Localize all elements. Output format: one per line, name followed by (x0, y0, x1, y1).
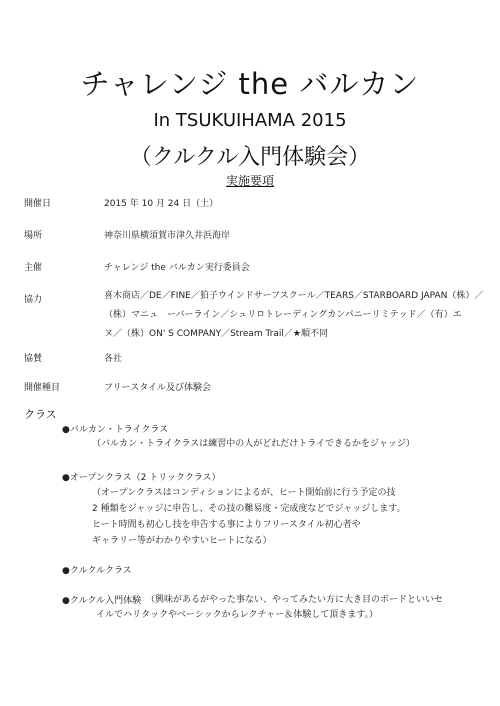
class-volcan-tri: ●バルカン・トライクラス (62, 425, 169, 435)
class-desc-line: ギャラリー等がわかりやすいヒートになる） (92, 536, 272, 546)
cooperation-value (104, 287, 483, 344)
document-subtitle-location: In TSUKUIHAMA 2015 (153, 110, 347, 131)
document-title: チャレンジ the バルカン (80, 67, 420, 101)
cooperation-line: （株）マニュ ーバーライン／シュリロトレーディングカンパニーリミテッド／（有）エ (104, 310, 462, 320)
date-value: 2015 年 10 月 24 日（土） (104, 199, 219, 209)
organizer-value: チャレンジ the バルカン実行委員会 (104, 263, 250, 273)
class-desc-line: 2 種類をジャッジに申告し、その技の難易度・完成度などでジャッジします。 (92, 504, 406, 514)
cooperation-label: 協力 (24, 295, 43, 305)
date-label: 開催日 (24, 199, 52, 209)
class-kurukuru: ●クルクルクラス (62, 566, 132, 576)
organizer-label: 主催 (24, 263, 43, 273)
venue-value: 神奈川県横須賀市津久井浜海岸 (104, 231, 231, 241)
class-volcan-tri-desc (92, 437, 415, 452)
sponsor-label: 協賛 (24, 354, 43, 364)
class-intro: ●クルクル入門体験 (62, 596, 142, 606)
class-desc-line: （バルカン・トライクラスは練習中の人がどれだけトライできるかをジャッジ） (92, 439, 415, 449)
cooperation-line: ヌ／（株）ON' S COMPANY／Stream Trail／★順不同 (104, 329, 328, 339)
classes-title: クラス (24, 408, 57, 421)
events-value: フリースタイル及び体験会 (104, 383, 212, 393)
venue-label: 場所 (24, 231, 43, 241)
section-heading (0, 172, 500, 189)
class-desc-line: イルでハリタックやベーシックからレクチャー＆体験して頂きます。） (96, 610, 378, 620)
class-desc-line: ヒート時間も初心し技を申告する事によりフリースタイル初心者や (92, 520, 361, 530)
class-open-desc (92, 485, 406, 549)
document-subtitle-event: （クルクル入門体験会） (129, 145, 371, 170)
section-heading-text: 実施要項 (225, 174, 274, 188)
class-desc-line: （興味があるがやった事ない、やってみたい方に大き目のボードといいセ (146, 595, 444, 605)
class-open: ●オープンクラス（2 トリッククラス） (62, 473, 221, 483)
class-desc-line: （オープンクラスはコンディションによるが、ヒート開始前に行う予定の技 (92, 488, 396, 498)
cooperation-line: 喜木商店／DE／FINE／狛子ウインドサーフスクール／TEARS／STARBOARD JAPAN（株）／ (104, 291, 484, 301)
events-label: 開催種目 (24, 383, 61, 393)
sponsor-value: 各社 (104, 354, 123, 364)
